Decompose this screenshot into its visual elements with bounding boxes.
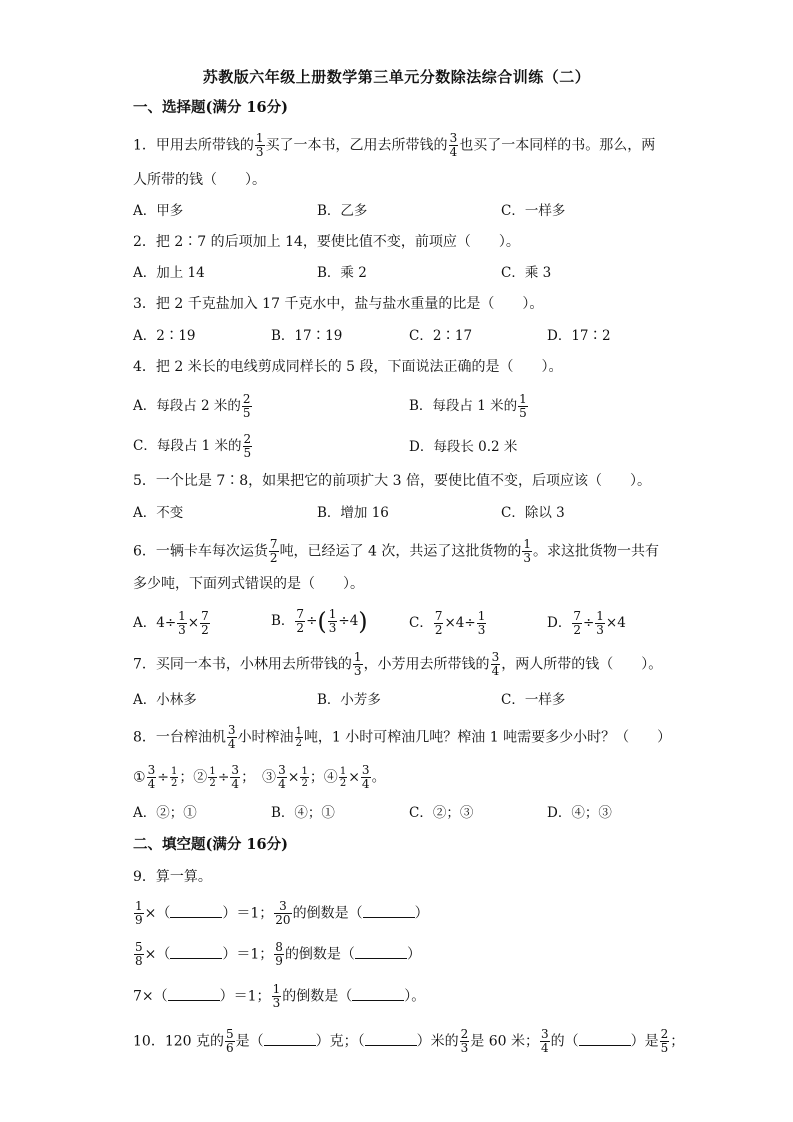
numerator: 1 (477, 609, 486, 623)
fraction (227, 724, 237, 751)
numerator: 1 (255, 131, 264, 145)
question-6 (133, 538, 659, 565)
denominator: 3 (596, 623, 604, 637)
denominator: 5 (242, 406, 251, 420)
numerator: 1 (135, 899, 143, 913)
fraction (572, 610, 582, 637)
fraction (269, 538, 279, 565)
denominator: 4 (278, 777, 286, 791)
fraction (477, 610, 487, 637)
numerator: 1 (178, 609, 186, 623)
question-3: 3．把 2 千克盐加入 17 千克水中，盐与盐水重量的比是（ ）。 (133, 296, 544, 312)
fraction (272, 983, 282, 1010)
text: 的（ (550, 1033, 579, 1050)
fraction (200, 610, 210, 637)
q8-option-c: C．②；③ (409, 805, 474, 821)
q3-option-c: C．2∶17 (409, 328, 473, 344)
numerator: 7 (296, 607, 305, 621)
text: ）＝1； (222, 905, 274, 922)
marker-3: ； ③ (241, 769, 277, 786)
q1-text-b: 买了一本书，乙用去所带钱的 (265, 137, 448, 154)
operator: × (605, 615, 618, 631)
numerator: 3 (361, 763, 370, 777)
denominator: 20 (275, 913, 291, 927)
text: 的倒数是（ (282, 988, 353, 1005)
denominator: 4 (361, 777, 370, 791)
denominator: 3 (460, 1041, 469, 1055)
question-4: 4．把 2 米长的电线剪成同样长的 5 段，下面说法正确的是（ ）。 (133, 359, 563, 375)
numerator: 5 (226, 1027, 234, 1041)
numerator: 1 (272, 982, 281, 996)
fraction (449, 132, 459, 159)
operator: ÷ (164, 615, 177, 631)
q3-option-b: B．17∶19 (271, 328, 343, 344)
q4-option-a (133, 393, 253, 420)
fraction (225, 1028, 235, 1055)
fraction (660, 1028, 670, 1055)
section-heading-choice: 一、选择题(满分 16分) (133, 99, 288, 116)
q9-row-3 (133, 983, 425, 1010)
left-paren: ( (317, 607, 327, 636)
denominator: 9 (135, 913, 143, 927)
page-title: 苏教版六年级上册数学第三单元分数除法综合训练（二） (202, 68, 591, 86)
fraction (328, 608, 338, 635)
numerator: 2 (243, 432, 252, 446)
fraction (522, 538, 532, 565)
denominator: 4 (449, 145, 458, 159)
denominator: 5 (519, 406, 527, 420)
operator: ÷ (464, 615, 476, 631)
term: 4 (455, 615, 465, 631)
numerator: 1 (301, 766, 308, 777)
denominator: 4 (227, 737, 236, 751)
fraction (177, 610, 187, 637)
numerator: 8 (275, 940, 283, 954)
q4-option-b (409, 393, 529, 420)
numerator: 1 (339, 766, 347, 777)
text: ； (670, 1033, 685, 1050)
q5-option-a: A．不变 (133, 505, 184, 521)
q7-option-c: C．一样多 (501, 692, 566, 708)
numerator: 3 (231, 763, 240, 777)
numerator: 1 (209, 766, 216, 777)
q3-option-a: A．2∶19 (133, 328, 196, 344)
numerator: 1 (353, 650, 362, 664)
numerator: 7 (201, 609, 209, 623)
numerator: 7 (573, 609, 581, 623)
operator: ÷ (306, 613, 318, 629)
fraction (361, 764, 371, 791)
denominator: 2 (301, 778, 308, 789)
text: 7×（ (133, 988, 168, 1005)
q1-option-b: B．乙多 (317, 203, 368, 219)
text: ） (406, 946, 421, 963)
fraction (242, 393, 252, 420)
term: 4 (156, 615, 165, 631)
q2-option-b: B．乘 2 (317, 265, 367, 281)
fraction (277, 764, 287, 791)
operator: × (444, 615, 456, 631)
term: 4 (349, 613, 359, 629)
section-heading-fill: 二、填空题(满分 16分) (133, 836, 288, 853)
denominator: 2 (269, 551, 278, 565)
denominator: 3 (477, 623, 486, 637)
marker-4: ；④ (309, 769, 338, 786)
answer-blank[interactable] (363, 905, 415, 918)
q2-option-c: C．乘 3 (501, 265, 552, 281)
numerator: 1 (519, 392, 527, 406)
q8-option-d: D．④；③ (547, 805, 612, 821)
denominator: 3 (328, 621, 337, 635)
question-1 (133, 132, 655, 159)
fraction (295, 608, 305, 635)
operator: ÷ (157, 769, 169, 786)
denominator: 4 (147, 777, 156, 791)
q6-option-a (133, 610, 211, 637)
numerator: 1 (295, 726, 302, 737)
question-6-line-2: 多少吨，下面列式错误的是（ ）。 (133, 576, 364, 592)
numerator: 5 (135, 940, 143, 954)
answer-blank[interactable] (168, 988, 220, 1001)
numerator: 3 (147, 763, 156, 777)
denominator: 3 (178, 623, 186, 637)
denominator: 4 (541, 1041, 549, 1055)
fraction (295, 726, 303, 749)
denominator: 2 (434, 623, 443, 637)
numerator: 3 (274, 900, 291, 914)
q6-text-c: 。求这批货物一共有 (533, 543, 660, 560)
q7-option-b: B．小芳多 (317, 692, 381, 708)
answer-blank[interactable] (170, 946, 222, 959)
fraction (208, 766, 216, 789)
q8-option-a: A．②；① (133, 805, 197, 821)
fraction (230, 764, 240, 791)
operator: ÷ (582, 615, 595, 631)
fraction (243, 433, 253, 460)
denominator: 2 (201, 623, 209, 637)
q8-option-b: B．④；① (271, 805, 335, 821)
denominator: 9 (275, 954, 283, 968)
text: ） (414, 905, 429, 922)
denominator: 3 (353, 664, 362, 678)
q6-text-b: 吨，已经运了 4 次，共运了这批货物的 (279, 543, 522, 560)
fraction (134, 900, 144, 927)
operator: × (187, 615, 200, 631)
question-2: 2．把 2∶7 的后项加上 14，要使比值不变，前项应（ ）。 (133, 234, 520, 250)
question-1-line-2: 人所带的钱（ ）。 (133, 172, 266, 188)
numerator: 1 (596, 609, 604, 623)
marker-1: ① (133, 769, 146, 786)
answer-blank[interactable] (355, 946, 407, 959)
q8-text-c: 吨，1 小时可榨油几吨？榨油 1 吨需要多少小时？（ ） (303, 729, 672, 746)
fraction (595, 610, 605, 637)
question-9: 9．算一算。 (133, 869, 212, 885)
denominator: 6 (226, 1041, 234, 1055)
option-letter: D． (547, 615, 572, 631)
text: 10．120 克的 (133, 1033, 224, 1050)
denominator: 2 (170, 778, 178, 789)
question-5: 5．一个比是 7∶8，如果把它的前项扩大 3 倍，要使比值不变，后项应该（ ）。 (133, 473, 651, 489)
fraction (353, 651, 363, 678)
option-text: A．每段占 2 米的 (133, 398, 241, 414)
numerator: 1 (170, 766, 178, 777)
denominator: 5 (660, 1041, 669, 1055)
q1-text-c: 也买了一本同样的书。那么，两 (459, 137, 656, 154)
q5-option-c: C．除以 3 (501, 505, 565, 521)
q7-text-c: ，两人所带的钱（ ）。 (501, 656, 663, 673)
text: 的倒数是（ (292, 905, 363, 922)
denominator: 3 (523, 551, 532, 565)
q1-option-c: C．一样多 (501, 203, 566, 219)
denominator: 2 (296, 621, 305, 635)
marker-2: ；② (179, 769, 208, 786)
operator: ÷ (217, 769, 230, 786)
text: ）＝1； (222, 946, 274, 963)
q1-option-a: A．甲多 (133, 203, 184, 219)
text: 的倒数是（ (284, 946, 355, 963)
numerator: 3 (449, 131, 458, 145)
text: ）米的 (416, 1033, 459, 1050)
denominator: 8 (135, 954, 143, 968)
end-mark: 。 (371, 769, 386, 786)
q4-option-d: D．每段长 0.2 米 (409, 439, 518, 455)
denominator: 5 (243, 446, 252, 460)
question-10 (133, 1028, 684, 1055)
q8-text-b: 小时榨油 (237, 729, 294, 746)
denominator: 3 (255, 145, 264, 159)
term: 4 (617, 615, 626, 631)
text: ）克；（ (315, 1033, 365, 1050)
q7-text-b: ，小芳用去所带钱的 (363, 656, 490, 673)
q8-text-a: 8．一台榨油机 (133, 729, 226, 746)
q7-text-a: 7．买同一本书，小林用去所带钱的 (133, 656, 352, 673)
answer-blank[interactable] (365, 1033, 417, 1046)
fraction (274, 900, 291, 927)
numerator: 3 (491, 650, 500, 664)
text: 是（ (235, 1033, 264, 1050)
numerator: 1 (328, 607, 337, 621)
fraction (460, 1028, 470, 1055)
fraction (255, 132, 265, 159)
denominator: 2 (573, 623, 581, 637)
option-text: C．每段占 1 米的 (133, 438, 242, 454)
numerator: 7 (269, 537, 278, 551)
fraction (147, 764, 157, 791)
numerator: 2 (460, 1027, 469, 1041)
answer-blank[interactable] (352, 988, 404, 1001)
numerator: 3 (541, 1027, 549, 1041)
q6-option-d (547, 610, 626, 637)
question-7 (133, 651, 662, 678)
numerator: 2 (660, 1027, 669, 1041)
fraction (518, 393, 528, 420)
fraction (134, 941, 144, 968)
denominator: 4 (491, 664, 500, 678)
q3-option-d: D．17∶2 (547, 328, 611, 344)
denominator: 3 (272, 996, 281, 1010)
text: ）是 (630, 1033, 659, 1050)
q8-expressions (133, 764, 386, 791)
denominator: 4 (231, 777, 240, 791)
q6-option-c (409, 610, 487, 637)
operator: × (348, 769, 360, 786)
q7-option-a: A．小林多 (133, 692, 197, 708)
option-text: B．每段占 1 米的 (409, 398, 518, 414)
fraction (540, 1028, 550, 1055)
text: ×（ (144, 905, 171, 922)
text: ）。 (404, 988, 426, 1005)
answer-blank[interactable] (579, 1033, 631, 1046)
q9-row-1 (133, 900, 429, 927)
fraction (274, 941, 284, 968)
right-paren: ) (358, 607, 368, 636)
option-letter: C． (409, 615, 433, 631)
numerator: 2 (242, 392, 251, 406)
text: 是 60 米； (470, 1033, 539, 1050)
fraction (434, 610, 444, 637)
q4-option-c (133, 433, 253, 460)
fraction (300, 766, 308, 789)
operator: × (287, 769, 300, 786)
numerator: 1 (523, 537, 532, 551)
answer-blank[interactable] (264, 1033, 316, 1046)
q6-option-b (271, 608, 368, 635)
q6-text-a: 6．一辆卡车每次运货 (133, 543, 268, 560)
question-8 (133, 724, 671, 751)
q1-text-a: 1．甲用去所带钱的 (133, 137, 254, 154)
text: ×（ (144, 946, 171, 963)
numerator: 3 (278, 763, 286, 777)
operator: ÷ (338, 613, 350, 629)
numerator: 3 (227, 723, 236, 737)
fraction (339, 766, 347, 789)
denominator: 2 (209, 778, 216, 789)
denominator: 2 (339, 778, 347, 789)
denominator: 2 (295, 738, 302, 749)
q9-row-2 (133, 941, 421, 968)
answer-blank[interactable] (170, 905, 222, 918)
option-letter: B． (271, 613, 295, 629)
fraction (491, 651, 501, 678)
q5-option-b: B．增加 16 (317, 505, 389, 521)
fraction (170, 766, 178, 789)
numerator: 7 (434, 609, 443, 623)
text: ）＝1； (219, 988, 271, 1005)
q2-option-a: A．加上 14 (133, 265, 205, 281)
option-letter: A． (133, 615, 157, 631)
